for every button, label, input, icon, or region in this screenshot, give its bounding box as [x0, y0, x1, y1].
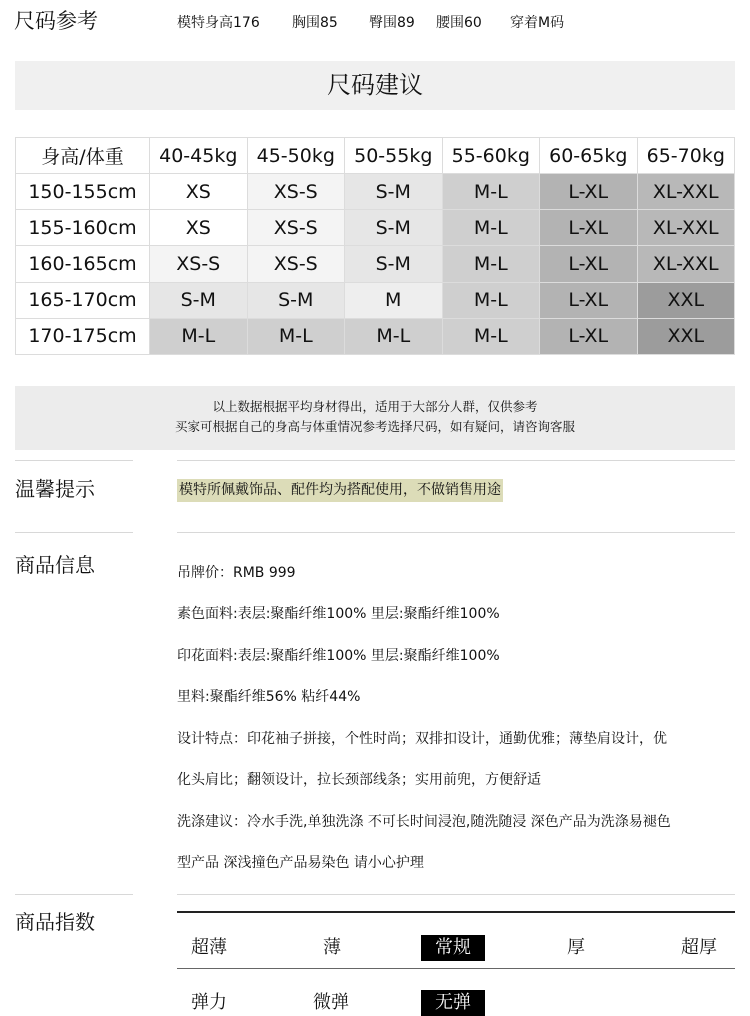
- size-cell: XXL: [637, 318, 735, 354]
- size-cell: S-M: [345, 246, 443, 282]
- weight-header: 40-45kg: [150, 138, 248, 174]
- height-cell: 170-175cm: [16, 318, 150, 354]
- height-cell: 155-160cm: [16, 210, 150, 246]
- weight-header: 45-50kg: [247, 138, 345, 174]
- section-divider: [15, 460, 133, 461]
- height-cell: 160-165cm: [16, 246, 150, 282]
- size-cell: M-L: [247, 318, 345, 354]
- weight-header: 55-60kg: [442, 138, 540, 174]
- size-note: [15, 386, 735, 450]
- size-cell: L-XL: [540, 246, 638, 282]
- height-cell: 150-155cm: [16, 174, 150, 210]
- tips-title: 温馨提示: [15, 477, 95, 501]
- model-bust: 胸围85: [292, 15, 338, 31]
- table-row: [16, 210, 735, 246]
- elasticity-option: 微弹: [313, 992, 349, 1013]
- size-cell: S-M: [345, 174, 443, 210]
- weight-header: 50-55kg: [345, 138, 443, 174]
- size-cell: M-L: [442, 318, 540, 354]
- section-divider: [15, 894, 133, 895]
- size-cell: S-M: [247, 282, 345, 318]
- elasticity-option-selected: 无弹: [421, 990, 485, 1016]
- model-waist: 腰围60: [436, 15, 482, 31]
- tips-text: 模特所佩戴饰品、配件均为搭配使用，不做销售用途: [177, 479, 503, 502]
- size-cell: M-L: [442, 246, 540, 282]
- product-info-line: 印花面料:表层:聚酯纤维100% 里层:聚酯纤维100%: [177, 648, 500, 664]
- size-reference-row: [14, 6, 734, 36]
- product-index-title: 商品指数: [15, 910, 95, 934]
- model-height: 模特身高176: [177, 15, 260, 31]
- size-cell: XL-XXL: [637, 174, 735, 210]
- product-info-title: 商品信息: [15, 553, 95, 577]
- size-cell: XS-S: [247, 174, 345, 210]
- size-cell: M-L: [345, 318, 443, 354]
- section-divider: [177, 460, 735, 461]
- size-cell: XS-S: [150, 246, 248, 282]
- size-cell: M-L: [442, 174, 540, 210]
- product-info-line: 吊牌价：RMB 999: [177, 565, 296, 581]
- size-cell: M-L: [442, 282, 540, 318]
- size-cell: M: [345, 282, 443, 318]
- height-cell: 165-170cm: [16, 282, 150, 318]
- table-row: [16, 282, 735, 318]
- size-cell: XS: [150, 174, 248, 210]
- elasticity-scale: [177, 986, 735, 1013]
- size-cell: M-L: [442, 210, 540, 246]
- corner-header: 身高/体重: [16, 138, 150, 174]
- size-cell: L-XL: [540, 210, 638, 246]
- table-row: [16, 246, 735, 282]
- size-cell: S-M: [150, 282, 248, 318]
- size-cell: XXL: [637, 282, 735, 318]
- section-divider: [177, 532, 735, 533]
- table-row: [16, 318, 735, 354]
- thickness-option: 超薄: [191, 937, 227, 958]
- product-info-line: 洗涤建议：冷水手洗,单独洗涤 不可长时间浸泡,随洗随浸 深色产品为洗涤易褪色: [177, 814, 671, 830]
- size-note-line: 买家可根据自己的身高与体重情况参考选择尺码，如有疑问，请咨询客服: [174, 419, 575, 434]
- product-info-line: 化头肩比；翻领设计，拉长颈部线条；实用前兜，方便舒适: [177, 772, 541, 788]
- size-cell: S-M: [345, 210, 443, 246]
- size-note-line: 以上数据根据平均身材得出，适用于大部分人群，仅供参考: [212, 399, 538, 414]
- size-table-header-row: [16, 138, 735, 174]
- size-reference-title: 尺码参考: [14, 9, 98, 33]
- size-cell: XS: [150, 210, 248, 246]
- size-advice-banner: 尺码建议: [15, 61, 735, 110]
- thickness-option: 薄: [323, 937, 341, 958]
- size-cell: XS-S: [247, 210, 345, 246]
- product-info-line: 设计特点：印花袖子拼接，个性时尚；双排扣设计，通勤优雅；薄垫肩设计，优: [177, 731, 667, 747]
- weight-header: 60-65kg: [540, 138, 638, 174]
- thickness-option: 超厚: [681, 937, 717, 958]
- model-hip: 臀围89: [369, 15, 415, 31]
- size-cell: XL-XXL: [637, 210, 735, 246]
- size-cell: XL-XXL: [637, 246, 735, 282]
- product-info-line: 素色面料:表层:聚酯纤维100% 里层:聚酯纤维100%: [177, 606, 500, 622]
- section-divider: [177, 894, 735, 895]
- section-divider: [15, 532, 133, 533]
- model-wearing-size: 穿着M码: [510, 15, 565, 31]
- thickness-option-selected: 常规: [421, 935, 485, 961]
- product-info-line: 里料:聚酯纤维56% 粘纤44%: [177, 689, 361, 705]
- size-cell: M-L: [150, 318, 248, 354]
- size-cell: L-XL: [540, 174, 638, 210]
- elasticity-option: 弹力: [191, 992, 227, 1013]
- table-row: [16, 174, 735, 210]
- weight-header: 65-70kg: [637, 138, 735, 174]
- thickness-scale: [177, 911, 735, 969]
- size-cell: XS-S: [247, 246, 345, 282]
- thickness-option: 厚: [567, 937, 585, 958]
- size-table: [15, 137, 735, 355]
- size-cell: L-XL: [540, 318, 638, 354]
- size-cell: L-XL: [540, 282, 638, 318]
- product-info-line: 型产品 深浅撞色产品易染色 请小心护理: [177, 855, 424, 871]
